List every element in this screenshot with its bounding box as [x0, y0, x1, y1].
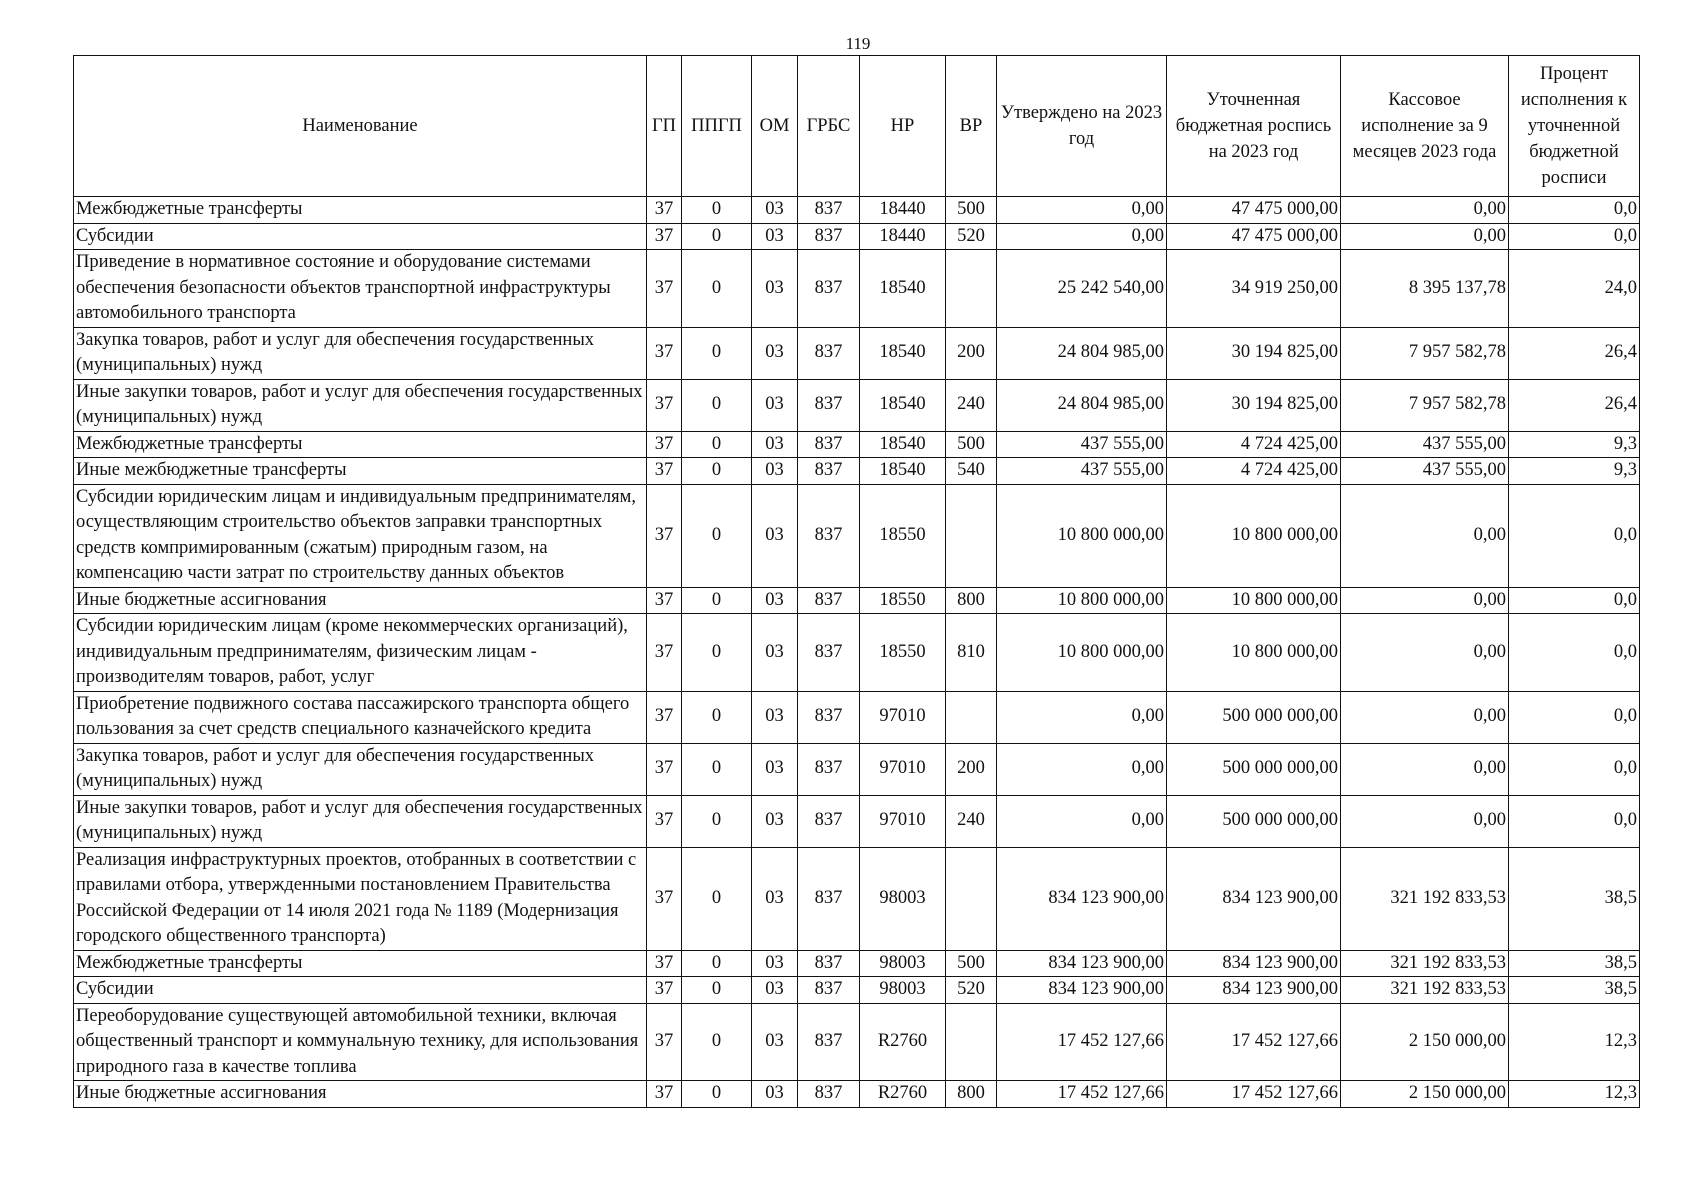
table-row	[74, 977, 1640, 1004]
cell-grbs: 837	[798, 614, 860, 692]
cell-cash: 437 555,00	[1341, 458, 1509, 485]
cell-gp: 37	[647, 847, 682, 950]
cell-gp: 37	[647, 458, 682, 485]
cell-refined: 500 000 000,00	[1167, 691, 1341, 743]
cell-approved: 17 452 127,66	[997, 1003, 1167, 1081]
cell-cash: 0,00	[1341, 743, 1509, 795]
cell-approved: 24 804 985,00	[997, 327, 1167, 379]
cell-vr: 200	[946, 743, 997, 795]
header-gp: ГП	[647, 56, 682, 197]
cell-gp: 37	[647, 614, 682, 692]
cell-name: Межбюджетные трансферты	[74, 197, 647, 224]
header-refined: Уточненная бюджетная роспись на 2023 год	[1167, 56, 1341, 197]
cell-name: Межбюджетные трансферты	[74, 431, 647, 458]
cell-nr: 18540	[860, 431, 946, 458]
cell-vr: 520	[946, 223, 997, 250]
cell-refined: 4 724 425,00	[1167, 431, 1341, 458]
cell-om: 03	[752, 743, 798, 795]
cell-nr: 18540	[860, 250, 946, 328]
cell-refined: 17 452 127,66	[1167, 1003, 1341, 1081]
cell-refined: 10 800 000,00	[1167, 587, 1341, 614]
cell-percent: 12,3	[1509, 1081, 1640, 1108]
cell-refined: 4 724 425,00	[1167, 458, 1341, 485]
cell-percent: 38,5	[1509, 977, 1640, 1004]
cell-grbs: 837	[798, 197, 860, 224]
cell-approved: 10 800 000,00	[997, 484, 1167, 587]
cell-gp: 37	[647, 1003, 682, 1081]
cell-gp: 37	[647, 197, 682, 224]
cell-nr: 18540	[860, 379, 946, 431]
table-row	[74, 614, 1640, 692]
cell-grbs: 837	[798, 250, 860, 328]
table-row	[74, 1003, 1640, 1081]
cell-grbs: 837	[798, 327, 860, 379]
cell-ppgp: 0	[682, 795, 752, 847]
cell-vr: 240	[946, 795, 997, 847]
cell-percent: 0,0	[1509, 223, 1640, 250]
cell-gp: 37	[647, 587, 682, 614]
cell-refined: 34 919 250,00	[1167, 250, 1341, 328]
header-nr: НР	[860, 56, 946, 197]
header-name: Наименование	[74, 56, 647, 197]
cell-percent: 0,0	[1509, 795, 1640, 847]
cell-grbs: 837	[798, 950, 860, 977]
cell-grbs: 837	[798, 847, 860, 950]
table-body	[74, 197, 1640, 1108]
cell-refined: 834 123 900,00	[1167, 950, 1341, 977]
cell-vr: 240	[946, 379, 997, 431]
cell-om: 03	[752, 379, 798, 431]
cell-ppgp: 0	[682, 614, 752, 692]
cell-vr: 520	[946, 977, 997, 1004]
header-approved: Утверждено на 2023 год	[997, 56, 1167, 197]
header-ppgp: ППГП	[682, 56, 752, 197]
cell-om: 03	[752, 977, 798, 1004]
cell-vr	[946, 250, 997, 328]
cell-om: 03	[752, 197, 798, 224]
cell-approved: 10 800 000,00	[997, 614, 1167, 692]
table-row	[74, 950, 1640, 977]
cell-grbs: 837	[798, 379, 860, 431]
cell-approved: 834 123 900,00	[997, 950, 1167, 977]
cell-name: Иные межбюджетные трансферты	[74, 458, 647, 485]
cell-grbs: 837	[798, 431, 860, 458]
cell-refined: 500 000 000,00	[1167, 795, 1341, 847]
cell-om: 03	[752, 484, 798, 587]
cell-grbs: 837	[798, 587, 860, 614]
cell-ppgp: 0	[682, 977, 752, 1004]
cell-om: 03	[752, 691, 798, 743]
cell-name: Субсидии юридическим лицам и индивидуальным предпринимателям, осуществляющим строительство объектов заправки транспортных средств компримированным (сжатым) природным газом, на компенсацию части затрат по строительству данных объектов	[74, 484, 647, 587]
cell-om: 03	[752, 458, 798, 485]
table-row	[74, 691, 1640, 743]
cell-nr: R2760	[860, 1081, 946, 1108]
cell-ppgp: 0	[682, 691, 752, 743]
cell-cash: 0,00	[1341, 197, 1509, 224]
cell-vr: 800	[946, 1081, 997, 1108]
cell-percent: 0,0	[1509, 587, 1640, 614]
cell-nr: R2760	[860, 1003, 946, 1081]
cell-om: 03	[752, 614, 798, 692]
cell-approved: 0,00	[997, 691, 1167, 743]
cell-cash: 0,00	[1341, 691, 1509, 743]
cell-ppgp: 0	[682, 431, 752, 458]
cell-nr: 18440	[860, 197, 946, 224]
cell-ppgp: 0	[682, 587, 752, 614]
cell-om: 03	[752, 795, 798, 847]
cell-cash: 321 192 833,53	[1341, 847, 1509, 950]
cell-gp: 37	[647, 327, 682, 379]
cell-om: 03	[752, 250, 798, 328]
cell-ppgp: 0	[682, 327, 752, 379]
cell-approved: 0,00	[997, 197, 1167, 224]
cell-name: Субсидии юридическим лицам (кроме некоммерческих организаций), индивидуальным предпринимателям, физическим лицам - производителям товаров, работ, услуг	[74, 614, 647, 692]
cell-percent: 26,4	[1509, 379, 1640, 431]
cell-ppgp: 0	[682, 197, 752, 224]
header-grbs: ГРБС	[798, 56, 860, 197]
cell-name: Иные закупки товаров, работ и услуг для обеспечения государственных (муниципальных) нужд	[74, 795, 647, 847]
table-row	[74, 431, 1640, 458]
cell-nr: 18550	[860, 587, 946, 614]
cell-vr	[946, 484, 997, 587]
cell-vr	[946, 1003, 997, 1081]
table-row	[74, 484, 1640, 587]
cell-cash: 0,00	[1341, 484, 1509, 587]
cell-name: Иные бюджетные ассигнования	[74, 1081, 647, 1108]
cell-nr: 97010	[860, 691, 946, 743]
cell-name: Переоборудование существующей автомобильной техники, включая общественный транспорт и коммунальную технику, для использования природного газа в качестве топлива	[74, 1003, 647, 1081]
cell-percent: 0,0	[1509, 484, 1640, 587]
cell-cash: 321 192 833,53	[1341, 977, 1509, 1004]
cell-vr: 500	[946, 431, 997, 458]
cell-grbs: 837	[798, 223, 860, 250]
cell-ppgp: 0	[682, 1081, 752, 1108]
cell-om: 03	[752, 847, 798, 950]
table-row	[74, 458, 1640, 485]
cell-om: 03	[752, 431, 798, 458]
cell-name: Субсидии	[74, 223, 647, 250]
cell-approved: 437 555,00	[997, 431, 1167, 458]
table-row	[74, 379, 1640, 431]
cell-vr: 540	[946, 458, 997, 485]
cell-cash: 8 395 137,78	[1341, 250, 1509, 328]
cell-percent: 24,0	[1509, 250, 1640, 328]
cell-nr: 18550	[860, 484, 946, 587]
cell-refined: 834 123 900,00	[1167, 977, 1341, 1004]
cell-nr: 97010	[860, 795, 946, 847]
table-row	[74, 1081, 1640, 1108]
cell-ppgp: 0	[682, 223, 752, 250]
cell-gp: 37	[647, 977, 682, 1004]
cell-ppgp: 0	[682, 250, 752, 328]
cell-cash: 0,00	[1341, 587, 1509, 614]
cell-vr: 810	[946, 614, 997, 692]
cell-approved: 0,00	[997, 795, 1167, 847]
cell-name: Межбюджетные трансферты	[74, 950, 647, 977]
header-percent: Процент исполнения к уточненной бюджетной росписи	[1509, 56, 1640, 197]
table-row	[74, 847, 1640, 950]
header-cash: Кассовое исполнение за 9 месяцев 2023 года	[1341, 56, 1509, 197]
table-row	[74, 223, 1640, 250]
cell-nr: 98003	[860, 847, 946, 950]
cell-name: Субсидии	[74, 977, 647, 1004]
cell-cash: 0,00	[1341, 614, 1509, 692]
cell-vr: 200	[946, 327, 997, 379]
table-row	[74, 743, 1640, 795]
cell-gp: 37	[647, 691, 682, 743]
cell-refined: 47 475 000,00	[1167, 223, 1341, 250]
cell-grbs: 837	[798, 1081, 860, 1108]
cell-cash: 0,00	[1341, 795, 1509, 847]
cell-gp: 37	[647, 743, 682, 795]
cell-grbs: 837	[798, 1003, 860, 1081]
cell-percent: 0,0	[1509, 197, 1640, 224]
cell-approved: 437 555,00	[997, 458, 1167, 485]
cell-gp: 37	[647, 250, 682, 328]
cell-grbs: 837	[798, 484, 860, 587]
cell-cash: 2 150 000,00	[1341, 1081, 1509, 1108]
cell-percent: 12,3	[1509, 1003, 1640, 1081]
cell-om: 03	[752, 950, 798, 977]
cell-om: 03	[752, 327, 798, 379]
table-row	[74, 327, 1640, 379]
cell-percent: 9,3	[1509, 458, 1640, 485]
table-row	[74, 197, 1640, 224]
cell-ppgp: 0	[682, 950, 752, 977]
table-header-row	[74, 56, 1640, 197]
cell-percent: 9,3	[1509, 431, 1640, 458]
page-number: 119	[845, 34, 871, 53]
cell-ppgp: 0	[682, 379, 752, 431]
cell-vr: 500	[946, 197, 997, 224]
cell-ppgp: 0	[682, 484, 752, 587]
cell-gp: 37	[647, 431, 682, 458]
cell-approved: 25 242 540,00	[997, 250, 1167, 328]
cell-name: Реализация инфраструктурных проектов, отобранных в соответствии с правилами отбора, утвержденными постановлением Правительства Российской Федерации от 14 июля 2021 года № 1189 (Модернизация городского общественного транспорта)	[74, 847, 647, 950]
cell-percent: 38,5	[1509, 847, 1640, 950]
cell-percent: 0,0	[1509, 614, 1640, 692]
cell-cash: 7 957 582,78	[1341, 379, 1509, 431]
cell-grbs: 837	[798, 458, 860, 485]
cell-nr: 98003	[860, 977, 946, 1004]
cell-name: Закупка товаров, работ и услуг для обеспечения государственных (муниципальных) нужд	[74, 743, 647, 795]
cell-ppgp: 0	[682, 743, 752, 795]
cell-gp: 37	[647, 950, 682, 977]
cell-refined: 500 000 000,00	[1167, 743, 1341, 795]
cell-gp: 37	[647, 1081, 682, 1108]
cell-nr: 97010	[860, 743, 946, 795]
cell-vr: 500	[946, 950, 997, 977]
cell-gp: 37	[647, 484, 682, 587]
cell-om: 03	[752, 1081, 798, 1108]
cell-approved: 17 452 127,66	[997, 1081, 1167, 1108]
cell-approved: 24 804 985,00	[997, 379, 1167, 431]
cell-refined: 834 123 900,00	[1167, 847, 1341, 950]
cell-gp: 37	[647, 795, 682, 847]
cell-ppgp: 0	[682, 847, 752, 950]
cell-nr: 18440	[860, 223, 946, 250]
cell-approved: 0,00	[997, 743, 1167, 795]
cell-grbs: 837	[798, 743, 860, 795]
cell-grbs: 837	[798, 977, 860, 1004]
cell-vr	[946, 847, 997, 950]
cell-cash: 321 192 833,53	[1341, 950, 1509, 977]
cell-ppgp: 0	[682, 1003, 752, 1081]
table-row	[74, 587, 1640, 614]
cell-ppgp: 0	[682, 458, 752, 485]
cell-nr: 18550	[860, 614, 946, 692]
cell-grbs: 837	[798, 795, 860, 847]
cell-approved: 0,00	[997, 223, 1167, 250]
cell-approved: 834 123 900,00	[997, 977, 1167, 1004]
cell-name: Приведение в нормативное состояние и оборудование системами обеспечения безопасности объектов транспортной инфраструктуры автомобильного транспорта	[74, 250, 647, 328]
cell-approved: 10 800 000,00	[997, 587, 1167, 614]
cell-refined: 17 452 127,66	[1167, 1081, 1341, 1108]
budget-table	[73, 55, 1640, 1108]
cell-name: Приобретение подвижного состава пассажирского транспорта общего пользования за счет средств специального казначейского кредита	[74, 691, 647, 743]
table-row	[74, 795, 1640, 847]
cell-vr	[946, 691, 997, 743]
cell-cash: 0,00	[1341, 223, 1509, 250]
cell-refined: 47 475 000,00	[1167, 197, 1341, 224]
cell-percent: 38,5	[1509, 950, 1640, 977]
cell-nr: 18540	[860, 327, 946, 379]
cell-vr: 800	[946, 587, 997, 614]
table-row	[74, 250, 1640, 328]
cell-refined: 30 194 825,00	[1167, 327, 1341, 379]
cell-cash: 7 957 582,78	[1341, 327, 1509, 379]
cell-cash: 2 150 000,00	[1341, 1003, 1509, 1081]
cell-name: Иные бюджетные ассигнования	[74, 587, 647, 614]
cell-percent: 0,0	[1509, 691, 1640, 743]
cell-gp: 37	[647, 223, 682, 250]
cell-name: Закупка товаров, работ и услуг для обеспечения государственных (муниципальных) нужд	[74, 327, 647, 379]
cell-cash: 437 555,00	[1341, 431, 1509, 458]
cell-nr: 18540	[860, 458, 946, 485]
cell-om: 03	[752, 223, 798, 250]
header-om: ОМ	[752, 56, 798, 197]
cell-percent: 0,0	[1509, 743, 1640, 795]
cell-nr: 98003	[860, 950, 946, 977]
cell-refined: 30 194 825,00	[1167, 379, 1341, 431]
cell-approved: 834 123 900,00	[997, 847, 1167, 950]
cell-gp: 37	[647, 379, 682, 431]
cell-om: 03	[752, 587, 798, 614]
cell-refined: 10 800 000,00	[1167, 484, 1341, 587]
cell-percent: 26,4	[1509, 327, 1640, 379]
cell-om: 03	[752, 1003, 798, 1081]
cell-grbs: 837	[798, 691, 860, 743]
cell-name: Иные закупки товаров, работ и услуг для обеспечения государственных (муниципальных) нужд	[74, 379, 647, 431]
header-vr: ВР	[946, 56, 997, 197]
cell-refined: 10 800 000,00	[1167, 614, 1341, 692]
